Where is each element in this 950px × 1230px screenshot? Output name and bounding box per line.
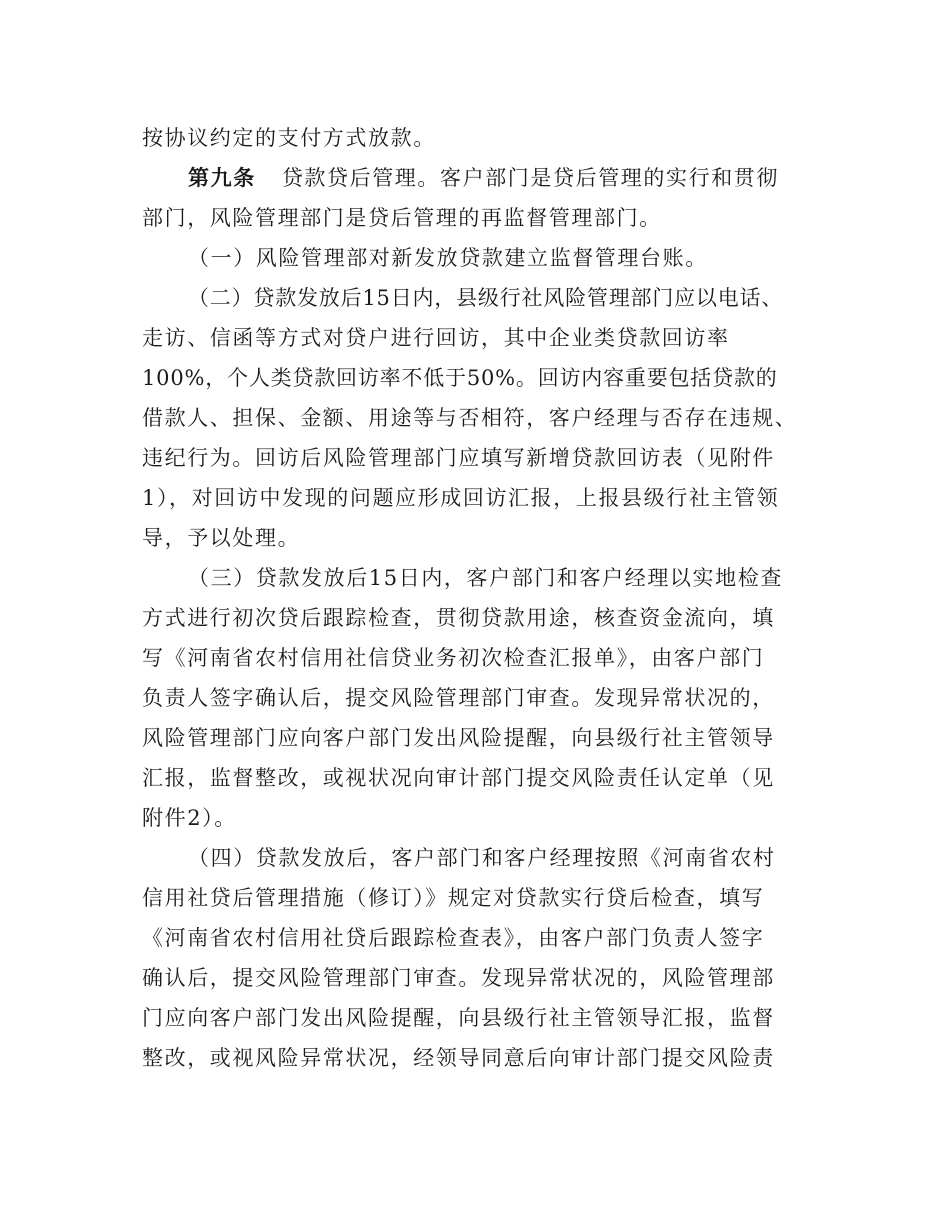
text-line: 部门，风险管理部门是贷后管理的再监督管理部门。 [142, 206, 662, 230]
text-line: 汇报，监督整改，或视状况向审计部门提交风险责任认定单（见 [142, 766, 775, 790]
text-line: 借款人、担保、金额、用途等与否相符，客户经理与否存在违规、 [142, 406, 798, 430]
text-line: （一）风险管理部对新发放贷款建立监督管理台账。 [188, 246, 708, 270]
text-line: 1），对回访中发现的问题应形成回访汇报，上报县级行社主管领 [142, 486, 780, 510]
text-line: 确认后，提交风险管理部门审查。发现异常状况的，风险管理部 [142, 966, 775, 990]
text-line: 风险管理部门应向客户部门发出风险提醒，向县级行社主管领导 [142, 726, 775, 750]
text-line: 贷款贷后管理。客户部门是贷后管理的实行和贯彻 [281, 166, 780, 190]
text-line: 走访、信函等方式对贷户进行回访，其中企业类贷款回访率 [142, 326, 730, 350]
text-line: 信用社贷后管理措施（修订）》规定对贷款实行贷后检查，填写 [142, 886, 765, 910]
text-line: （三）贷款发放后15日内，客户部门和客户经理以实地检查 [188, 566, 783, 590]
text-line: 写《河南省农村信用社信贷业务初次检查汇报单》，由客户部门 [142, 646, 765, 670]
text-line: （二）贷款发放后15日内，县级行社风险管理部门应以电话、 [188, 286, 784, 310]
article-label: 第九条 [188, 166, 256, 190]
text-line: 整改，或视风险异常状况，经领导同意后向审计部门提交风险责 [142, 1046, 775, 1070]
text-line: 附件2）。 [142, 806, 237, 830]
text-line: 方式进行初次贷后跟踪检查，贯彻贷款用途，核查资金流向，填 [142, 606, 775, 630]
text-line: 《河南省农村信用社贷后跟踪检查表》，由客户部门负责人签字 [142, 926, 765, 950]
text-line: 按协议约定的支付方式放款。 [142, 126, 436, 150]
text-line: 负责人签字确认后，提交风险管理部门审查。发现异常状况的， [142, 686, 775, 710]
text-line: 100%，个人类贷款回访率不低于50%。回访内容重要包括贷款的 [142, 366, 778, 390]
text-line: 导，予以处理。 [142, 526, 301, 550]
text-line: 门应向客户部门发出风险提醒，向县级行社主管领导汇报，监督 [142, 1006, 775, 1030]
article-9-first-line [142, 158, 817, 198]
text-line: （四）贷款发放后，客户部门和客户经理按照《河南省农村 [188, 846, 776, 870]
text-line: 违纪行为。回访后风险管理部门应填写新增贷款回访表（见附件 [142, 446, 775, 470]
